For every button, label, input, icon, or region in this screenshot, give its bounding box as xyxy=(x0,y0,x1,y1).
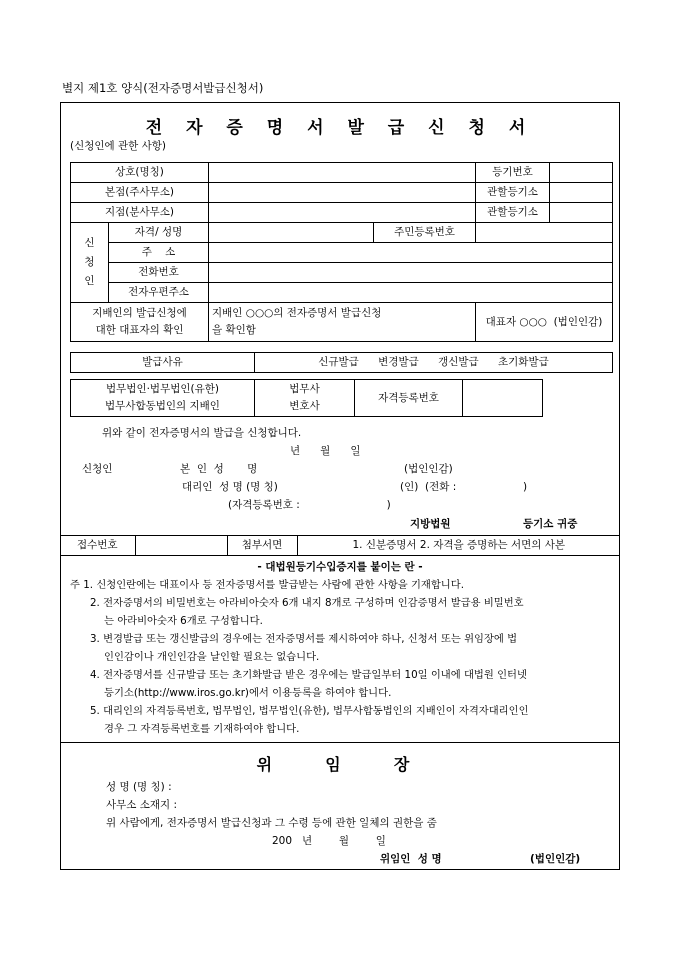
registry-office: 등기소 귀중 xyxy=(523,518,578,530)
lawfirm-reg-label: 자격등록번호 xyxy=(355,380,463,417)
note-5-cont: 경우 그 자격등록번호를 기재하여야 합니다. xyxy=(104,723,300,735)
reason-change[interactable]: 변경발급 xyxy=(378,356,419,368)
reason-table xyxy=(70,352,613,373)
jurisdiction-label: 관할등기소 xyxy=(476,183,550,203)
reason-renew[interactable]: 갱신발급 xyxy=(438,356,479,368)
principal-seal: (법인인감) xyxy=(404,463,453,475)
delegation-title: 위 임 장 xyxy=(256,755,424,774)
reg-no-label: 등기번호 xyxy=(476,163,550,183)
qual-reg-no: (자격등록번호 : ) xyxy=(228,499,391,511)
qual-name-field[interactable] xyxy=(209,223,374,243)
delegation-date: 200 년 월 일 xyxy=(272,835,386,847)
rrn-label: 주민등록번호 xyxy=(374,223,476,243)
confirm-label: 지배인의 발급신청에 대한 대표자의 확인 xyxy=(71,303,209,342)
reason-label: 발급사유 xyxy=(71,353,255,373)
note-4: 4. 전자증명서를 신규발급 또는 초기화발급 받은 경우에는 발급일부터 10일 이내에 대법원 인터넷 xyxy=(90,669,527,681)
stamp-area-label: - 대법원등기수입증지를 붙이는 란 - xyxy=(257,561,423,573)
lawfirm-table xyxy=(70,379,543,417)
delegator-seal: (법인인감) xyxy=(530,853,581,865)
delegation-text: 위 사람에게, 전자증명서 발급신청과 그 수령 등에 관한 일체의 권한을 줌 xyxy=(106,817,437,829)
lawfirm-reg-field[interactable] xyxy=(463,380,543,417)
application-statement: 위와 같이 전자증명서의 발급을 신청합니다. xyxy=(102,427,302,439)
agent-name: 대리인 성 명 (명 칭) xyxy=(182,481,278,493)
reason-reset[interactable]: 초기화발급 xyxy=(498,356,549,368)
delegate-office: 사무소 소재지 : xyxy=(106,799,178,811)
note-3: 3. 변경발급 또는 갱신발급의 경우에는 전자증명서를 제시하여야 하나, 신청서 또는 위임장에 법 xyxy=(90,633,518,645)
branch-field[interactable] xyxy=(209,203,476,223)
phone-label: 전화번호 xyxy=(109,263,209,283)
note-4-cont: 등기소(http://www.iros.go.kr)에서 이용등록을 하여야 합니다. xyxy=(104,687,392,699)
address-field[interactable] xyxy=(209,243,613,263)
branch-label: 지점(분사무소) xyxy=(71,203,209,223)
trade-name-label: 상호(명칭) xyxy=(71,163,209,183)
receipt-no-field[interactable] xyxy=(135,536,227,556)
reason-options xyxy=(255,353,613,373)
jurisdiction-field[interactable] xyxy=(550,183,613,203)
receipt-no-label: 접수번호 xyxy=(60,536,135,556)
rrn-field[interactable] xyxy=(476,223,613,243)
note-5: 5. 대리인의 자격등록번호, 법무법인, 법무법인(유한), 법무사합동법인의 지배인이 자격자대리인인 xyxy=(90,705,529,717)
district-court: 지방법원 xyxy=(410,518,451,530)
trade-name-field[interactable] xyxy=(209,163,476,183)
address-label: 주 소 xyxy=(109,243,209,263)
attachments-list: 1. 신분증명서 2. 자격을 증명하는 서면의 사본 xyxy=(297,536,620,556)
representative-seal: 대표자 ○○○ (법인인감) xyxy=(476,303,613,342)
delegation-divider xyxy=(60,742,620,743)
principal-name: 본 인 성 명 xyxy=(180,463,258,475)
email-label: 전자우편주소 xyxy=(109,283,209,303)
email-field[interactable] xyxy=(209,283,613,303)
form-title: 전 자 증 명 서 발 급 신 청 서 xyxy=(145,118,535,138)
form-header: 별지 제1호 양식(전자증명서발급신청서) xyxy=(62,81,264,95)
agent-phone: (인) (전화 : ) xyxy=(400,481,528,493)
application-date: 년 월 일 xyxy=(290,445,361,457)
applicant-table xyxy=(70,162,613,342)
note-1: 주 1. 신청인란에는 대표이사 등 전자증명서를 발급받는 사람에 관한 사항을 기재합니다. xyxy=(70,579,464,591)
qual-name-label: 자격/ 성명 xyxy=(109,223,209,243)
reg-no-field[interactable] xyxy=(550,163,613,183)
lawfirm-label: 법무법인·법무법인(유한) 법무사합동법인의 지배인 xyxy=(71,380,255,417)
head-office-label: 본점(주사무소) xyxy=(71,183,209,203)
delegate-name: 성 명 (명 칭) : xyxy=(106,781,172,793)
note-2: 2. 전자증명서의 비밀번호는 아라비아숫자 6개 내지 8개로 구성하며 인감증명서 발급용 비밀번호 xyxy=(90,597,524,609)
applicant-label: 신청인 xyxy=(82,463,113,475)
branch-jurisdiction-field[interactable] xyxy=(550,203,613,223)
note-3-cont: 인인감이나 개인인감을 날인할 필요는 없습니다. xyxy=(104,651,320,663)
branch-jurisdiction-label: 관할등기소 xyxy=(476,203,550,223)
head-office-field[interactable] xyxy=(209,183,476,203)
applicant-side-label: 신 청 인 xyxy=(71,223,109,303)
note-2-cont: 는 아라비아숫자 6개로 구성합니다. xyxy=(104,615,263,627)
receipt-table xyxy=(60,535,620,556)
phone-field[interactable] xyxy=(209,263,613,283)
attachments-label: 첨부서면 xyxy=(227,536,297,556)
lawfirm-types: 법무사 변호사 xyxy=(255,380,355,417)
form-subtitle: (신청인에 관한 사항) xyxy=(70,140,167,152)
delegator-name: 위임인 성 명 xyxy=(380,853,442,865)
confirm-text: 지배인 ○○○의 전자증명서 발급신청 을 확인함 xyxy=(209,303,476,342)
reason-new[interactable]: 신규발급 xyxy=(318,356,359,368)
